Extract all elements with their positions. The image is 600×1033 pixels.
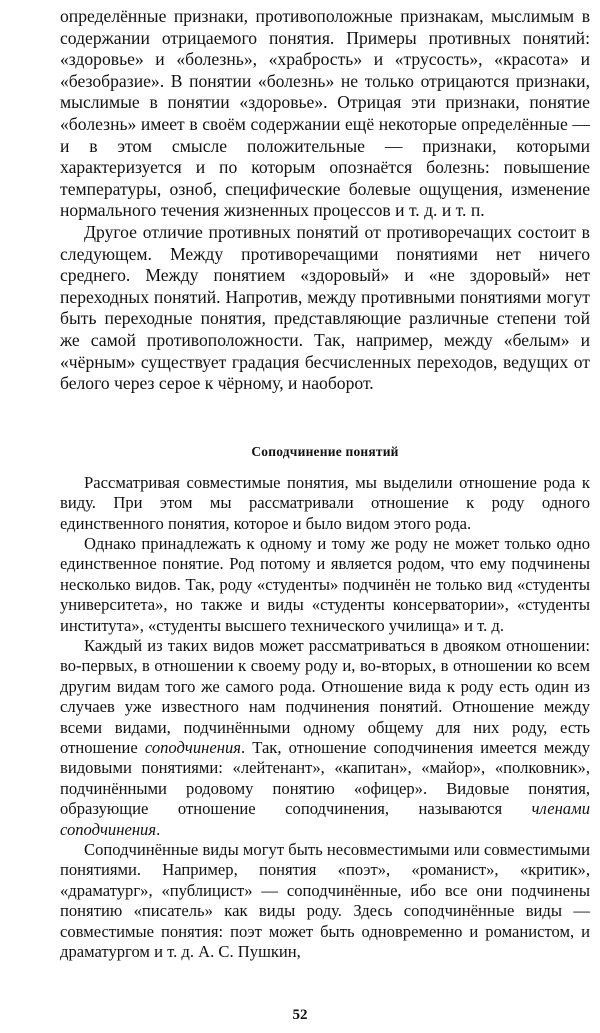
page-body [60,6,590,962]
paragraph-genus-species: Рассматривая совместимые понятия, мы выделили отношение рода к виду. При этом мы рассматривали отношение к роду одного единственного понятия, которое и было видом этого рода. [60,472,590,533]
page-number: 52 [292,1007,308,1023]
paragraph-coordination-definition [60,636,590,840]
paragraph-text: Каждый из таких видов может рассматриваться в двояком отношении: во-первых, в отношении к своему роду и, во-вторых, в отношении ко всем другим видам того же самого рода. Отношение вида к роду есть один из случаев уже известного нам подчинения понятий. Отношение между всеми видами, подчинёнными одному общему для них роду, есть отношение [60,635,590,757]
emphasis-term: соподчинения [144,737,241,757]
section-spacer [60,395,590,443]
paragraph-writers-example: Соподчинённые виды могут быть несовместимыми или совместимыми понятиями. Например, понятия «поэт», «романист», «критик», «драматург», «публицист» — соподчинённые, ибо все они подчинены понятию «писатель» как виды роду. Здесь соподчинённые виды — совместимые понятия: поэт может быть одновременно и романистом, и драматургом и т. д. А. С. Пушкин, [60,840,590,962]
paragraph-text: . Так, отношение соподчинения имеется между видовыми понятиями: «лейтенант», «капитан», «майор», «полковник», подчинёнными родовому понятию «офицер». Видовые понятия, образующие отношение соподчинения, называются [60,737,590,819]
emphasis-term: членами соподчинения [60,799,590,839]
section-heading: Соподчинение понятий [251,443,399,459]
paragraph-text: . [156,819,161,839]
paragraph-students-example: Однако принадлежать к одному и тому же роду не может только одно единственное понятие. Род потому и является родом, что ему подчинены несколько видов. Так, роду «студенты» подчинён не только вид «студенты университета», но также и виды «студенты консерватории», «студенты института», «студенты высшего технического училища» и т. д. [60,533,590,635]
paragraph-contrary-concepts: определённые признаки, противоположные признакам, мыслимым в содержании отрицаемого понятия. Примеры противных понятий: «здоровье» и «болезнь», «храбрость» и «трусость», «красота» и «безобразие». В понятии «болезнь» не только отрицаются признаки, мыслимые в понятии «здоровье». Отрицая эти признаки, понятие «болезнь» имеет в своём содержании ещё некоторые определённые — и в этом смысле положительные — признаки, которыми характеризуется и по которым опознаётся болезнь: повышение температуры, озноб, специфические болевые ощущения, изменение нормального течения жизненных процессов и т. д. и т. п. [60,6,590,221]
paragraph-transitional-concepts: Другое отличие противных понятий от противоречащих состоит в следующем. Между противоречащими понятиями нет ничего среднего. Между понятием «здоровый» и «не здоровый» нет переходных понятий. Напротив, между противными понятиями могут быть переходные понятия, представляющие различные степени той же самой противоположности. Так, например, между «белым» и «чёрным» существует градация бесчисленных переходов, ведущих от белого через серое к чёрному, и наоборот. [60,221,590,394]
